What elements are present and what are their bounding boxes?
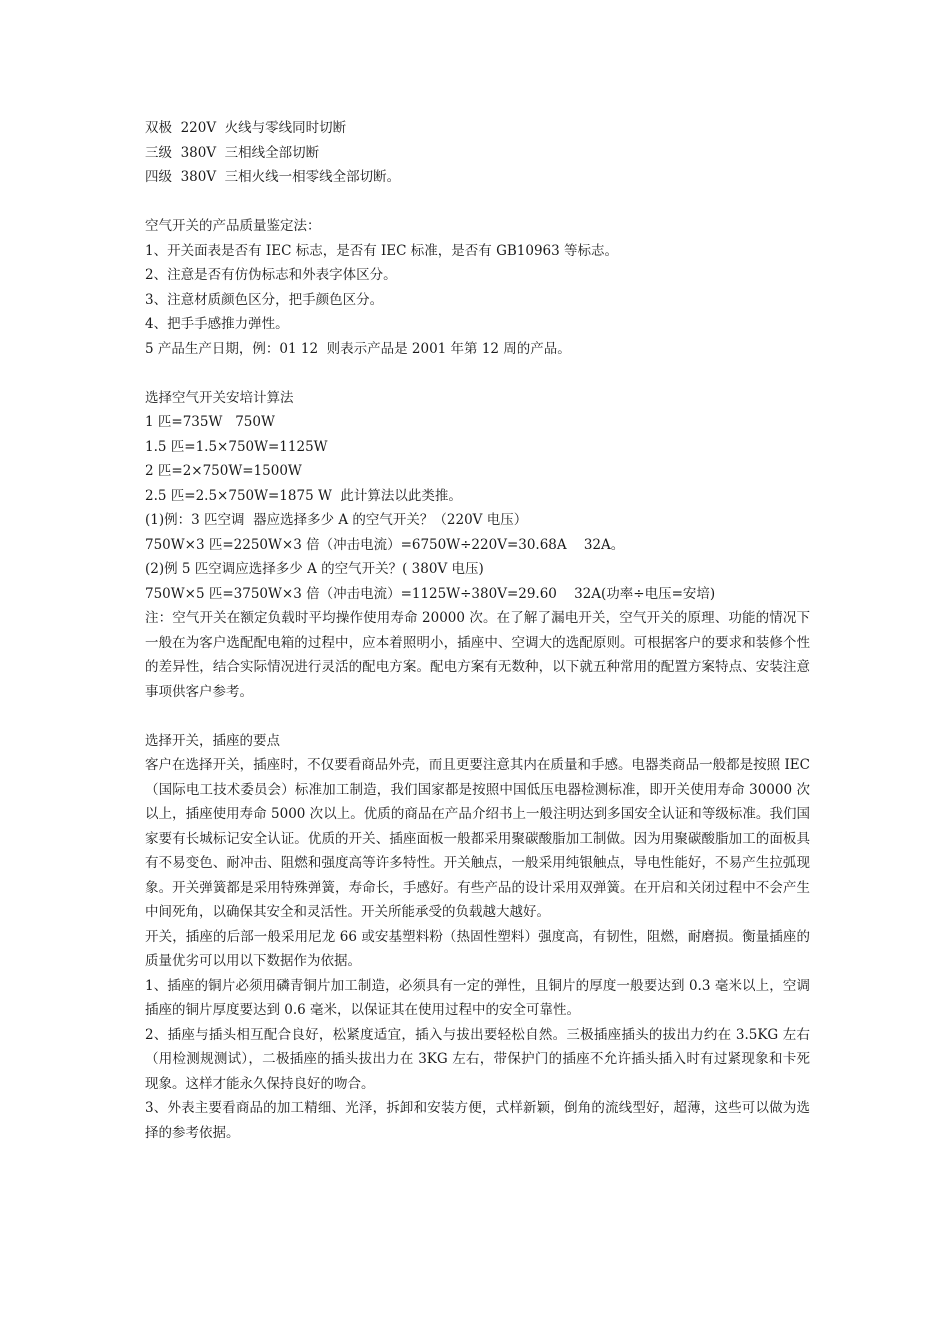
- switch-paragraph: 开关，插座的后部一般采用尼龙 66 或安基塑料粉（热固性塑料）强度高，有韧性，阻燃，耐磨损。衡量插座的质量优劣可以用以下数据作为依据。: [145, 928, 810, 969]
- calc-line: 2 匹=2×750W=1500W: [145, 463, 302, 479]
- quality-item: 4、把手手感推力弹性。: [145, 316, 289, 332]
- calc-line: 750W×5 匹=3750W×3 倍（冲击电流）=1125W÷380V=29.60 32A(功率÷电压=安培): [145, 585, 716, 602]
- document-page: [145, 116, 810, 1145]
- quality-item: 5 产品生产日期，例：01 12 则表示产品是 2001 年第 12 周的产品。: [145, 340, 571, 357]
- quality-item: 1、开关面表是否有 IEC 标志，是否有 IEC 标准，是否有 GB10963 等标志。: [145, 242, 619, 259]
- calc-line: 1 匹=735W 750W: [145, 414, 275, 430]
- quality-heading: 空气开关的产品质量鉴定法：: [145, 218, 321, 234]
- pole-line-double: 双极 220V 火线与零线同时切断: [145, 120, 347, 136]
- quality-item: 3、注意材质颜色区分，把手颜色区分。: [145, 291, 384, 308]
- switch-paragraph: 客户在选择开关，插座时，不仅要看商品外壳，而且更要注意其内在质量和手感。电器类商品一般都是按照 IEC（国际电工技术委员会）标准加工制造，我们国家都是按照中国低压电器检测标准，即开关使用寿命 30000 次以上，插座使用寿命 5000 次以上。优质的商品在产品介绍书上一般注明达到多国安全认证和等级标准。我们国家要有长城标记安全认证。优质的开关、插座面板一般都采用聚碳酸脂加工制做。因为用聚碳酸脂加工的面板具有不易变色、耐冲击、阻燃和强度高等许多特性。开关触点，一般采用纯银触点，导电性能好，不易产生拉弧现象。开关弹簧都是采用特殊弹簧，寿命长，手感好。有些产品的设计采用双弹簧。在开启和关闭过程中不会产生中间死角，以确保其安全和灵活性。开关所能承受的负载越大越好。: [145, 757, 810, 920]
- switch-item: 1、插座的铜片必须用磷青铜片加工制造，必须具有一定的弹性，且铜片的厚度一般要达到 0.3 毫米以上，空调插座的铜片厚度要达到 0.6 毫米，以保证其在使用过程中的安全可靠性。: [145, 977, 810, 1018]
- quality-item: 2、注意是否有仿伪标志和外表字体区分。: [145, 267, 397, 283]
- switch-heading: 选择开关，插座的要点: [145, 732, 280, 749]
- calc-line: 2.5 匹=2.5×750W=1875 W 此计算法以此类推。: [145, 487, 462, 504]
- calc-line: (2)例 5 匹空调应选择多少 A 的空气开关？( 380V 电压): [145, 561, 484, 577]
- switch-item: 3、外表主要看商品的加工精细、光泽，拆卸和安装方便，式样新颖，倒角的流线型好，超薄，这些可以做为选择的参考依据。: [145, 1100, 810, 1141]
- calc-line: 750W×3 匹=2250W×3 倍（冲击电流）=6750W÷220V=30.68A 32A。: [145, 536, 625, 553]
- calc-line: (1)例：3 匹空调 器应选择多少 A 的空气开关？（220V 电压）: [145, 512, 528, 528]
- switch-item: 2、插座与插头相互配合良好，松紧度适宜，插入与拔出要轻松自然。三极插座插头的拔出力约在 3.5KG 左右（用检测规测试），二极插座的插头拔出力在 3KG 左右，带保护门的插座不允许插头插入时有过紧现象和卡死现象。这样才能永久保持良好的吻合。: [145, 1026, 810, 1092]
- calc-line: 1.5 匹=1.5×750W=1125W: [145, 438, 328, 455]
- pole-line-quad: 四级 380V 三相火线一相零线全部切断。: [145, 169, 401, 185]
- pole-line-triple: 三级 380V 三相线全部切断: [145, 144, 320, 161]
- calc-heading: 选择空气开关安培计算法: [145, 389, 294, 406]
- calc-note: 注：空气开关在额定负载时平均操作使用寿命 20000 次。在了解了漏电开关，空气开关的原理、功能的情况下一般在为客户选配配电箱的过程中，应本着照明小，插座中、空调大的选配原则。可根据客户的要求和装修个性的差异性，结合实际情况进行灵活的配电方案。配电方案有无数种，以下就五种常用的配置方案特点、安装注意事项供客户参考。: [145, 610, 810, 700]
